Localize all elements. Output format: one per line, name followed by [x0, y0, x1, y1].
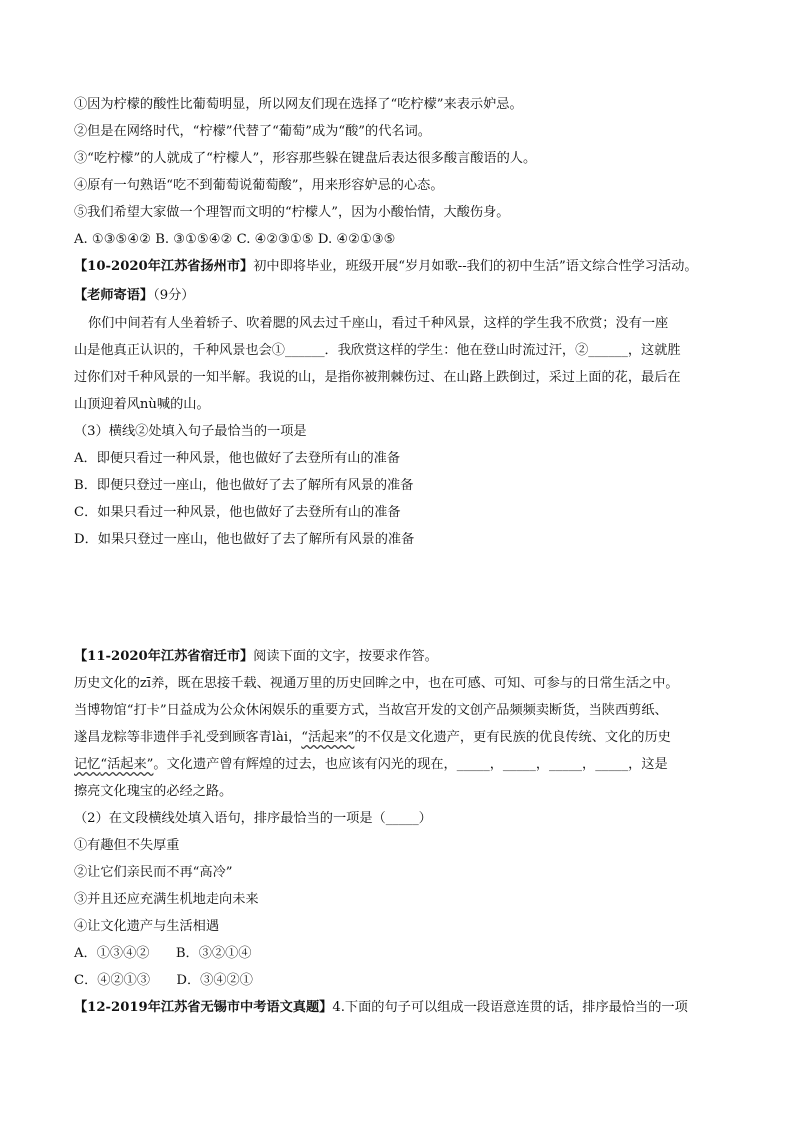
passage-line-4: [74, 755, 668, 775]
passage-line-5: 擦亮文化瑰宝的必经之路。: [74, 784, 233, 799]
question-source: 【11-2020年江苏省宿迁市】: [74, 649, 254, 664]
choice-4: ④让文化遗产与生活相遇: [74, 919, 220, 934]
passage-text: 的不仅是文化遗产，更有民族的优良传统、文化的历史: [354, 730, 671, 745]
choice-3: ③并且还应充满生机地走向未来: [74, 892, 259, 907]
question-intro: 阅读下面的文字，按要求作答。: [253, 649, 438, 664]
passage-line-2: 山是他真正认识的，千种风景也会①______．我欣赏这样的学生：他在登山时流过汗，②______，这就胜: [74, 343, 681, 358]
wavy-underlined-phrase: 记忆: [74, 757, 101, 772]
section-title: 【老师寄语】: [74, 288, 154, 303]
wavy-underlined-phrase: “活起来”: [301, 730, 355, 745]
choice-2: ②让它们亲民而不再“高冷”: [74, 865, 233, 880]
passage-line-4: 山顶迎着风nù喊的山。: [74, 397, 210, 412]
options-a-b: A．①③④② B．③②①④: [74, 946, 252, 961]
passage-line-1: 历史文化的zī养，既在思接千载、视通万里的历史回眸之中，也在可感、可知、可参与的日常生活之中。: [74, 676, 679, 691]
passage-text: 遂昌龙粽等非遗伴手礼受到顾客青lài，: [74, 730, 302, 745]
sentence-2: ②但是在网络时代，“柠檬”代替了“葡萄”成为“酸”的代名词。: [74, 124, 431, 139]
wavy-underlined-phrase: “活起来”: [100, 757, 154, 772]
sentence-4: ④原有一句熟语“吃不到葡萄说葡萄酸”，用来形容妒忌的心态。: [74, 178, 444, 193]
passage-line-3: 过你们对千种风景的一知半解。我说的山，是指你被荆棘伤过、在山路上跌倒过，采过上面的花，最后在: [74, 370, 681, 385]
option-a: A．即便只看过一种风景，他也做好了去登所有山的准备: [74, 451, 401, 466]
option-c: C．如果只看过一种风景，他也做好了去登所有山的准备: [74, 505, 401, 520]
question-prompt: （2）在文段横线处填入语句，排序最恰当的一项是（_____）: [74, 811, 432, 826]
option-b: B．即便只登过一座山，他也做好了去了解所有风景的准备: [74, 478, 414, 493]
passage-text: 。文化遗产曾有辉煌的过去，也应该有闪光的现在，_____，_____，_____，_____，这是: [153, 757, 668, 772]
passage-line-1: 你们中间若有人坐着轿子、吹着腮的风去过千座山，看过千种风景，这样的学生我不欣赏；没有一座: [88, 316, 669, 331]
question-header: [74, 647, 438, 667]
section-heading: [74, 286, 194, 306]
answer-options: A. ①③⑤④② B. ③①⑤④② C. ④②③①⑤ D. ④②①③⑤: [74, 232, 396, 247]
passage-line-2: 当博物馆“打卡”日益成为公众休闲娱乐的重要方式，当故宫开发的文创产品频频卖断货，当陕西剪纸、: [74, 703, 668, 718]
question-header: [74, 998, 688, 1018]
section-points: （9分）: [153, 288, 195, 303]
sentence-5: ⑤我们希望大家做一个理智而文明的“柠檬人”，因为小酸怡情，大酸伤身。: [74, 205, 510, 220]
sentence-3: ③“吃柠檬”的人就成了“柠檬人”，形容那些躲在键盘后表达很多酸言酸语的人。: [74, 151, 537, 166]
question-prompt: （3）横线②处填入句子最恰当的一项是: [74, 424, 307, 439]
question-header: [74, 257, 698, 277]
options-c-d: C．④②①③ D．③④②①: [74, 973, 253, 988]
question-text: 4.下面的句子可以组成一段语意连贯的话，排序最恰当的一项: [332, 1000, 688, 1015]
question-source: 【10-2020年江苏省扬州市】: [74, 259, 254, 274]
question-source: 【12-2019年江苏省无锡市中考语文真题】: [74, 1000, 333, 1015]
option-d: D．如果只登过一座山，他也做好了去了解所有风景的准备: [74, 532, 415, 547]
question-intro: 初中即将毕业，班级开展“岁月如歌--我们的初中生活”语文综合性学习活动。: [253, 259, 698, 274]
sentence-1: ①因为柠檬的酸性比葡萄明显，所以网友们现在选择了“吃柠檬”来表示妒忌。: [74, 97, 523, 112]
choice-1: ①有趣但不失厚重: [74, 838, 180, 853]
passage-line-3: [74, 728, 671, 748]
